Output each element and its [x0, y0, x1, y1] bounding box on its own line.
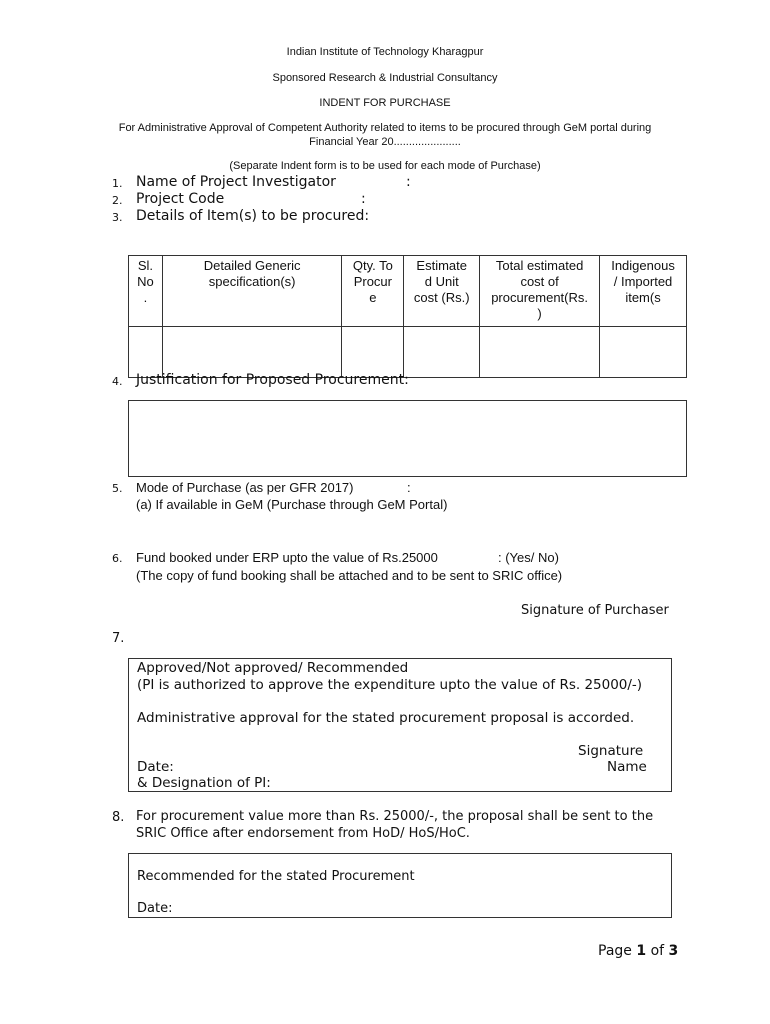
- items-details-label: Details of Item(s) to be procured:: [136, 208, 370, 224]
- cell-quantity[interactable]: [342, 327, 404, 378]
- col-header-sl-no: Sl. No .: [129, 256, 163, 327]
- col-header-specification: Detailed Generic specification(s): [162, 256, 341, 327]
- item-6-number: 6.: [112, 552, 123, 565]
- approval-signature-label: Signature: [578, 743, 644, 759]
- project-investigator-colon: :: [406, 174, 411, 190]
- fund-booked-options: : (Yes/ No): [498, 550, 559, 565]
- item-3-number: 3.: [112, 211, 123, 224]
- items-table: [128, 255, 687, 378]
- mode-of-purchase-label: Mode of Purchase (as per GFR 2017): [136, 480, 354, 495]
- cell-origin[interactable]: [600, 327, 687, 378]
- signature-of-purchaser: Signature of Purchaser: [521, 603, 669, 618]
- project-code-label: Project Code: [136, 191, 225, 207]
- approval-status-line: Approved/Not approved/ Recommended: [137, 660, 409, 676]
- mode-of-purchase-colon: :: [407, 480, 411, 495]
- form-title: INDENT FOR PURCHASE: [319, 97, 451, 109]
- procurement-threshold-line-1: For procurement value more than Rs. 25000/-, the proposal shall be sent to the: [136, 809, 654, 824]
- administrative-approval-text: Administrative approval for the stated procurement proposal is accorded.: [137, 710, 635, 726]
- recommendation-box: [128, 853, 672, 918]
- item-5-number: 5.: [112, 482, 123, 495]
- item-1-number: 1.: [112, 177, 123, 190]
- current-page-number: 1: [636, 943, 647, 959]
- fund-booked-label: Fund booked under ERP upto the value of Rs.25000: [136, 550, 438, 565]
- table-row: [129, 327, 687, 378]
- purpose-line-1: For Administrative Approval of Competent Authority related to items to be procured through GeM portal during: [118, 122, 652, 134]
- project-investigator-label: Name of Project Investigator: [136, 174, 336, 190]
- item-4-number: 4.: [112, 375, 123, 388]
- page-indicator: Page 1 of 3: [598, 943, 679, 959]
- item-7-number: 7.: [112, 631, 125, 646]
- justification-box[interactable]: [128, 400, 687, 477]
- approval-name-label: Name: [607, 759, 647, 775]
- pi-authorization-note: (PI is authorized to approve the expenditure upto the value of Rs. 25000/-): [137, 677, 643, 693]
- cell-unit-cost[interactable]: [404, 327, 480, 378]
- col-header-origin: Indigenous / Imported item(s: [600, 256, 687, 327]
- approval-date-label: Date:: [137, 759, 174, 775]
- item-2-number: 2.: [112, 194, 123, 207]
- procurement-threshold-line-2: SRIC Office after endorsement from HoD/ HoS/HoC.: [136, 826, 470, 841]
- total-page-count: 3: [668, 943, 679, 959]
- col-header-unit-cost: Estimate d Unit cost (Rs.): [404, 256, 480, 327]
- fund-booking-note: (The copy of fund booking shall be attached and to be sent to SRIC office): [136, 568, 563, 583]
- gem-availability-option: (a) If available in GeM (Purchase through GeM Portal): [136, 497, 448, 512]
- items-table-header-row: [129, 256, 687, 327]
- justification-label: Justification for Proposed Procurement:: [136, 372, 409, 388]
- pi-designation-label: & Designation of PI:: [137, 775, 271, 791]
- project-code-colon: :: [361, 191, 366, 207]
- cell-sl-no[interactable]: [129, 327, 163, 378]
- col-header-quantity: Qty. To Procur e: [342, 256, 404, 327]
- office-name: Sponsored Research & Industrial Consultancy: [272, 72, 498, 84]
- separate-form-note: (Separate Indent form is to be used for each mode of Purchase): [229, 160, 541, 172]
- cell-specification[interactable]: [162, 327, 341, 378]
- cell-total-cost[interactable]: [480, 327, 600, 378]
- approval-box: [128, 658, 672, 792]
- item-8-number: 8.: [112, 810, 125, 825]
- recommendation-date-label: Date:: [137, 901, 173, 916]
- recommendation-text: Recommended for the stated Procurement: [137, 869, 415, 884]
- purpose-line-2: Financial Year 20......................: [309, 136, 461, 148]
- col-header-total-cost: Total estimated cost of procurement(Rs. ): [480, 256, 600, 327]
- institute-name: Indian Institute of Technology Kharagpur: [286, 46, 484, 58]
